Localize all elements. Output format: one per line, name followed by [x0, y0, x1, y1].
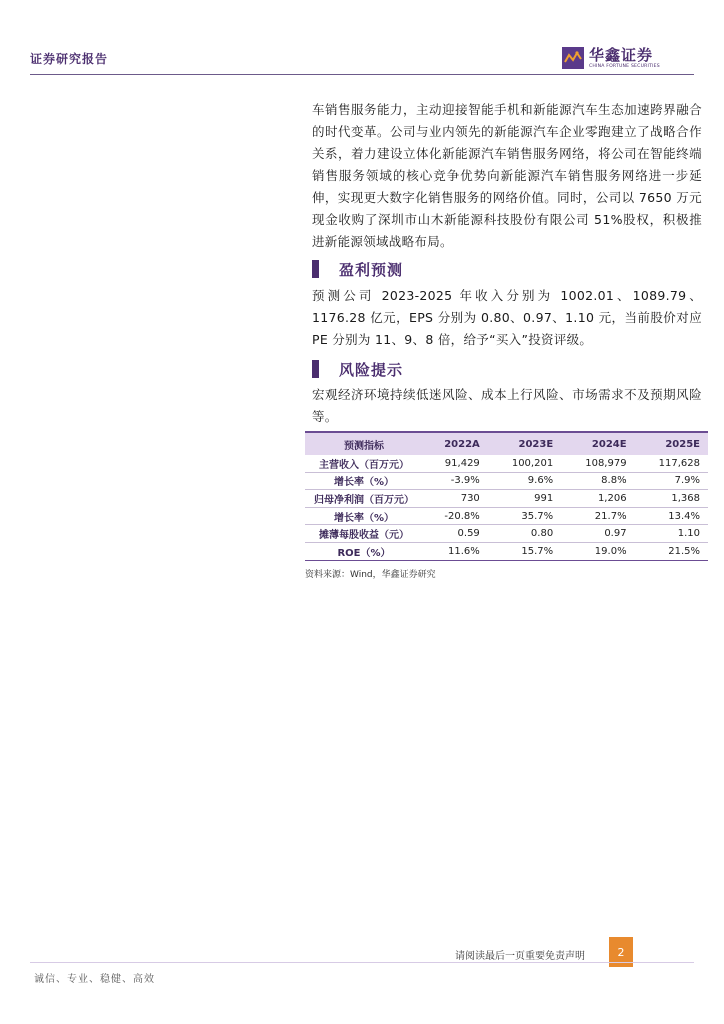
table-cell: 1,368	[635, 490, 708, 508]
table-cell: 21.5%	[635, 542, 708, 560]
table-cell: 0.59	[423, 525, 488, 543]
table-header-cell: 2025E	[635, 432, 708, 455]
table-header-cell: 2022A	[423, 432, 488, 455]
table-header-cell: 2024E	[561, 432, 634, 455]
page-number-badge: 2	[609, 937, 633, 967]
footer-motto: 诚信、专业、稳健、高效	[34, 974, 155, 985]
disclaimer-note: 请阅读最后一页重要免责声明	[455, 951, 585, 962]
table-cell: 108,979	[561, 455, 634, 472]
table-cell: 1.10	[635, 525, 708, 543]
risk-block	[312, 384, 702, 428]
table-cell: 0.80	[488, 525, 561, 543]
logo-chinese-name: 华鑫证券	[589, 46, 654, 64]
table-row	[305, 490, 708, 508]
table-row	[305, 455, 708, 472]
profit-forecast-block	[312, 285, 702, 351]
section-profit-forecast-heading	[312, 259, 403, 279]
row-label: 增长率（%）	[305, 507, 423, 525]
row-label: 增长率（%）	[305, 472, 423, 490]
table-cell: -20.8%	[423, 507, 488, 525]
table-cell: 13.4%	[635, 507, 708, 525]
table-cell: 11.6%	[423, 542, 488, 560]
intro-block	[312, 99, 702, 253]
footer-divider	[30, 962, 694, 963]
table-cell: 21.7%	[561, 507, 634, 525]
section-title: 风险提示	[339, 360, 404, 379]
risk-text: 宏观经济环境持续低迷风险、成本上行风险、市场需求不及预期风险等。	[312, 387, 702, 424]
table-source-note: 资料来源：Wind，华鑫证券研究	[305, 570, 436, 580]
table-row	[305, 472, 708, 490]
company-logo	[562, 44, 662, 74]
section-marker	[312, 360, 319, 378]
logo-mark-icon	[562, 47, 584, 69]
header-divider	[30, 74, 694, 75]
table-cell: 100,201	[488, 455, 561, 472]
table-cell: 730	[423, 490, 488, 508]
table-cell: 15.7%	[488, 542, 561, 560]
table-cell: -3.9%	[423, 472, 488, 490]
table-cell: 7.9%	[635, 472, 708, 490]
table-cell: 35.7%	[488, 507, 561, 525]
table-cell: 19.0%	[561, 542, 634, 560]
report-header-title: 证券研究报告	[30, 52, 109, 66]
table-header-cell: 预测指标	[305, 432, 423, 455]
table-row	[305, 542, 708, 560]
intro-paragraph: 车销售服务能力，主动迎接智能手机和新能源汽车生态加速跨界融合的时代变革。公司与业内领先的新能源汽车企业零跑建立了战略合作关系，着力建设立体化新能源汽车销售服务网络，将公司在智能终端销售服务领域的核心竞争优势向新能源汽车销售服务网络进一步延伸，实现更大数字化销售服务的网络价值。同时，公司以 7650 万元现金收购了深圳市山木新能源科技股份有限公司 51%股权，积极推进新能源领域战略布局。	[312, 102, 702, 249]
forecast-table	[305, 431, 708, 561]
row-label: 主营收入（百万元）	[305, 455, 423, 472]
table-row	[305, 507, 708, 525]
table-cell: 91,429	[423, 455, 488, 472]
table-cell: 1,206	[561, 490, 634, 508]
logo-english-name: CHINA FORTUNE SECURITIES	[589, 64, 660, 69]
section-marker	[312, 260, 319, 278]
profit-forecast-text: 预测公司 2023-2025 年收入分别为 1002.01、1089.79、1176.28 亿元，EPS 分别为 0.80、0.97、1.10 元，当前股价对应 PE 分别为 11、9、8 倍，给予“买入”投资评级。	[312, 288, 702, 347]
table-row	[305, 525, 708, 543]
table-cell: 0.97	[561, 525, 634, 543]
table-cell: 8.8%	[561, 472, 634, 490]
table-header-cell: 2023E	[488, 432, 561, 455]
row-label: 归母净利润（百万元）	[305, 490, 423, 508]
row-label: 摊薄每股收益（元）	[305, 525, 423, 543]
table-cell: 991	[488, 490, 561, 508]
table-cell: 117,628	[635, 455, 708, 472]
section-title: 盈利预测	[339, 260, 404, 279]
table-cell: 9.6%	[488, 472, 561, 490]
row-label: ROE（%）	[305, 542, 423, 560]
section-risk-heading	[312, 359, 403, 379]
table-header-row	[305, 432, 708, 455]
